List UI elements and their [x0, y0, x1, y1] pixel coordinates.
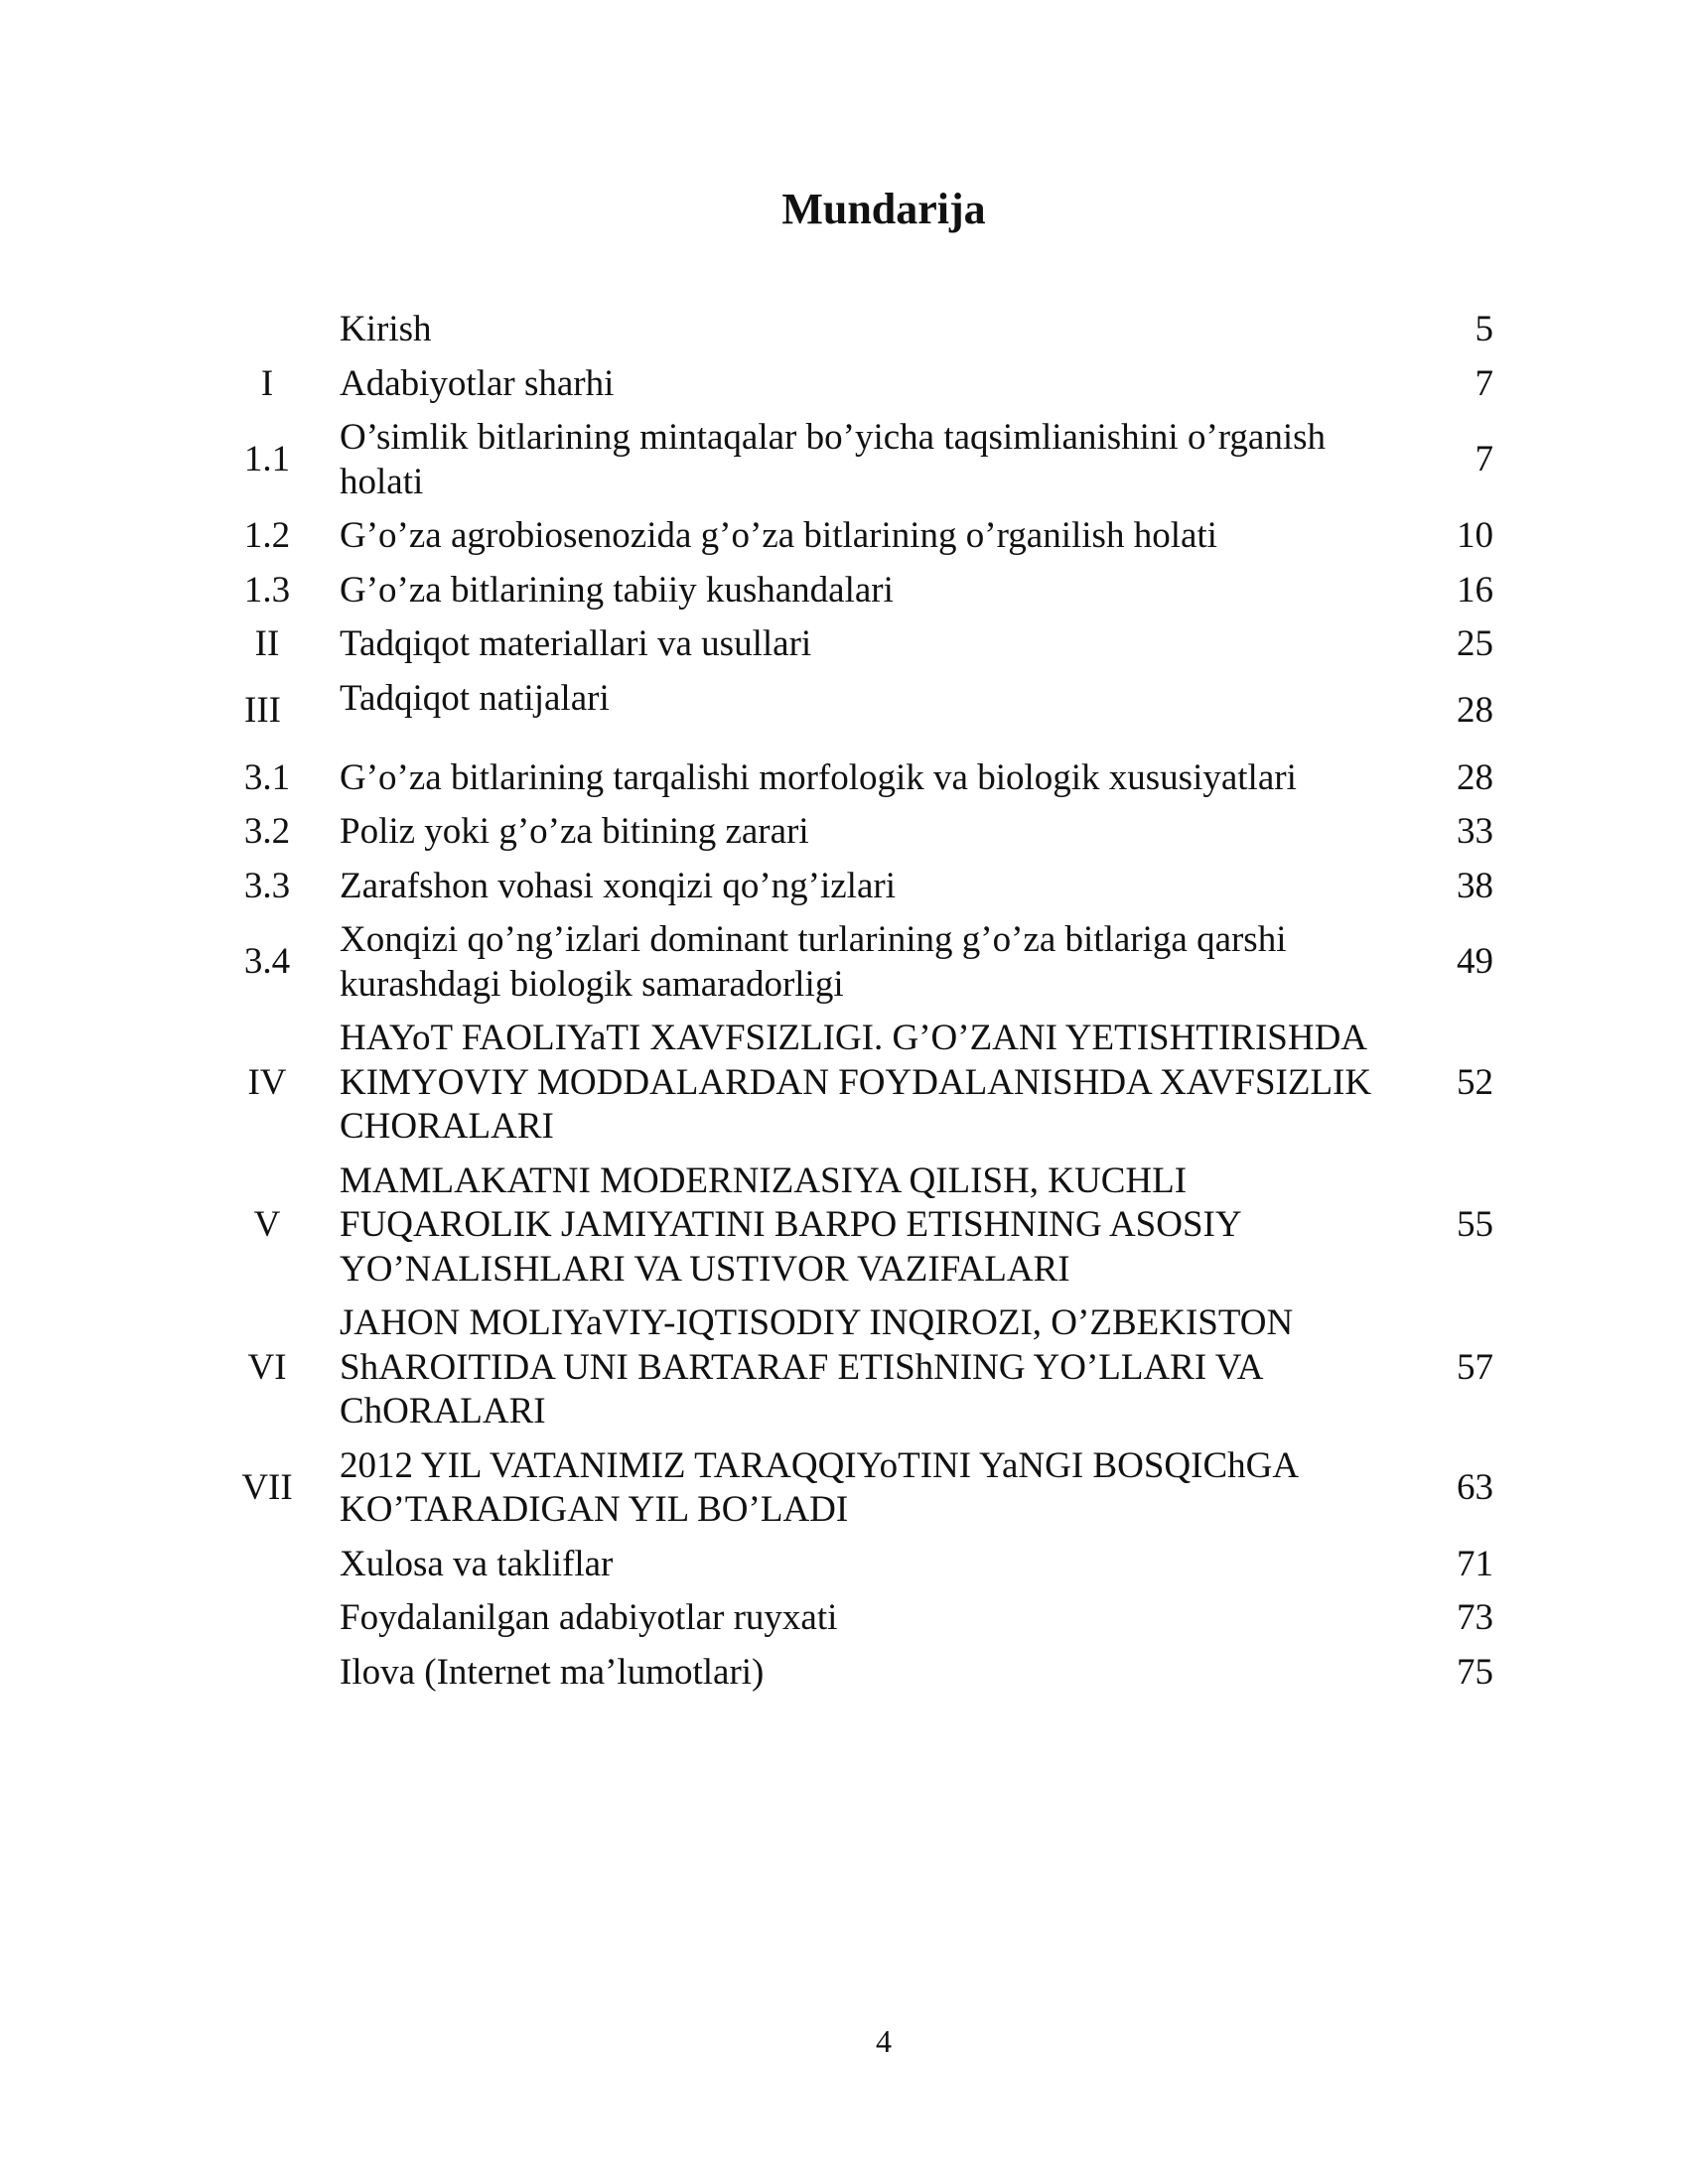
toc-number: 3.1: [243, 756, 291, 798]
toc-title: Poliz yoki g’o’za bitining zarari: [340, 811, 809, 852]
toc-page: 33: [1457, 811, 1493, 852]
toc-title: Zarafshon vohasi xonqizi qo’ng’izlari: [340, 865, 896, 906]
toc-row: [228, 509, 1509, 564]
toc-title: Xulosa va takliflar: [340, 1543, 614, 1584]
toc-number: 3.4: [243, 941, 291, 983]
toc-title: JAHON MOLIYaVIY-IQTISODIY INQIROZI, O’ZBEKISTON ShAROITIDA UNI BARTARAF ETIShNING YO’LLARI VA ChORALARI: [340, 1302, 1294, 1432]
toc-title: Ilova (Internet ma’lumotlari): [340, 1651, 765, 1693]
toc-page: 7: [1475, 439, 1493, 480]
toc-row: [228, 913, 1509, 1012]
toc-row: [228, 860, 1509, 914]
toc-number: VI: [247, 1346, 287, 1388]
toc-number: 3.2: [243, 811, 291, 852]
toc-number: I: [260, 362, 274, 404]
toc-row: [228, 805, 1509, 860]
toc-row: [228, 1591, 1509, 1646]
toc-row: [228, 672, 1509, 751]
toc-number: 1.1: [243, 439, 291, 480]
toc-number: II: [254, 623, 280, 664]
toc-number: 3.3: [243, 865, 291, 906]
toc-number: [228, 1538, 320, 1592]
toc-row: [228, 1155, 1509, 1297]
toc-row: [228, 357, 1509, 412]
toc-number: [228, 1591, 320, 1646]
toc-page: 7: [1475, 362, 1493, 404]
page-title: Mundarija: [781, 185, 986, 234]
toc-row: [228, 303, 1509, 357]
toc-number: VII: [241, 1466, 293, 1508]
toc-page: 28: [1457, 690, 1493, 732]
toc-page: 52: [1457, 1061, 1493, 1103]
toc-row: [228, 564, 1509, 618]
toc-title: Xonqizi qo’ng’izlari dominant turlarining g’o’za bitlariga qarshi kurashdagi biologik samaradorligi: [340, 919, 1287, 1005]
toc-row: [228, 1439, 1509, 1538]
toc-number: V: [253, 1204, 281, 1245]
toc-title: Tadqiqot materiallari va usullari: [340, 623, 812, 664]
toc-title: Foydalanilgan adabiyotlar ruyxati: [340, 1597, 838, 1638]
toc-title: G’o’za bitlarining tabiiy kushandalari: [340, 569, 894, 611]
toc-title: Tadqiqot natijalari: [340, 677, 610, 719]
toc-page: 25: [1457, 623, 1493, 664]
toc-number: 1.3: [243, 569, 291, 611]
toc-title: 2012 YIL VATANIMIZ TARAQQIYoTINI YaNGI BOSQIChGA KO’TARADIGAN YIL BO’LADI: [340, 1444, 1298, 1530]
toc-title: G’o’za agrobiosenozida g’o’za bitlarining o’rganilish holati: [340, 515, 1217, 556]
toc-page: 28: [1457, 756, 1493, 798]
toc-page: 16: [1457, 569, 1493, 611]
toc-number: [228, 303, 320, 357]
toc-number: IV: [247, 1061, 287, 1103]
toc-title: HAYoT FAOLIYaTI XAVFSIZLIGI. G’O’ZANI YETISHTIRISHDA KIMYOVIY MODDALARDAN FOYDALANISHDA XAVFSIZLIK CHORALARI: [340, 1018, 1372, 1147]
toc-row: [228, 1012, 1509, 1155]
toc-page: 55: [1457, 1204, 1493, 1245]
toc-title: G’o’za bitlarining tarqalishi morfologik va biologik xususiyatlari: [340, 756, 1297, 798]
page-number: 4: [876, 2023, 892, 2059]
toc-row: [228, 1538, 1509, 1592]
toc-title: O’simlik bitlarining mintaqalar bo’yicha taqsimlianishini o’rganish holati: [340, 417, 1327, 502]
toc-title: MAMLAKATNI MODERNIZASIYA QILISH, KUCHLI FUQAROLIK JAMIYATINI BARPO ETISHNING ASOSIY YO’NALISHLARI VA USTIVOR VAZIFALARI: [340, 1160, 1241, 1290]
table-of-contents: [228, 303, 1509, 1700]
toc-page: 49: [1457, 941, 1493, 983]
toc-number: III: [244, 690, 281, 732]
toc-row: [228, 617, 1509, 672]
toc-page: 38: [1457, 865, 1493, 906]
toc-title: Adabiyotlar sharhi: [340, 362, 615, 404]
toc-page: 73: [1457, 1597, 1493, 1638]
toc-row: [228, 1297, 1509, 1439]
toc-page: 57: [1457, 1346, 1493, 1388]
toc-page: 63: [1457, 1466, 1493, 1508]
toc-page: 75: [1457, 1651, 1493, 1693]
toc-row: [228, 411, 1509, 509]
toc-number: [228, 1646, 320, 1701]
toc-number: 1.2: [243, 515, 291, 556]
toc-row: [228, 1646, 1509, 1701]
toc-page: 5: [1475, 309, 1493, 349]
toc-row: [228, 751, 1509, 806]
toc-page: 71: [1457, 1543, 1493, 1584]
toc-page: 10: [1457, 515, 1493, 556]
toc-title: Kirish: [340, 309, 432, 349]
